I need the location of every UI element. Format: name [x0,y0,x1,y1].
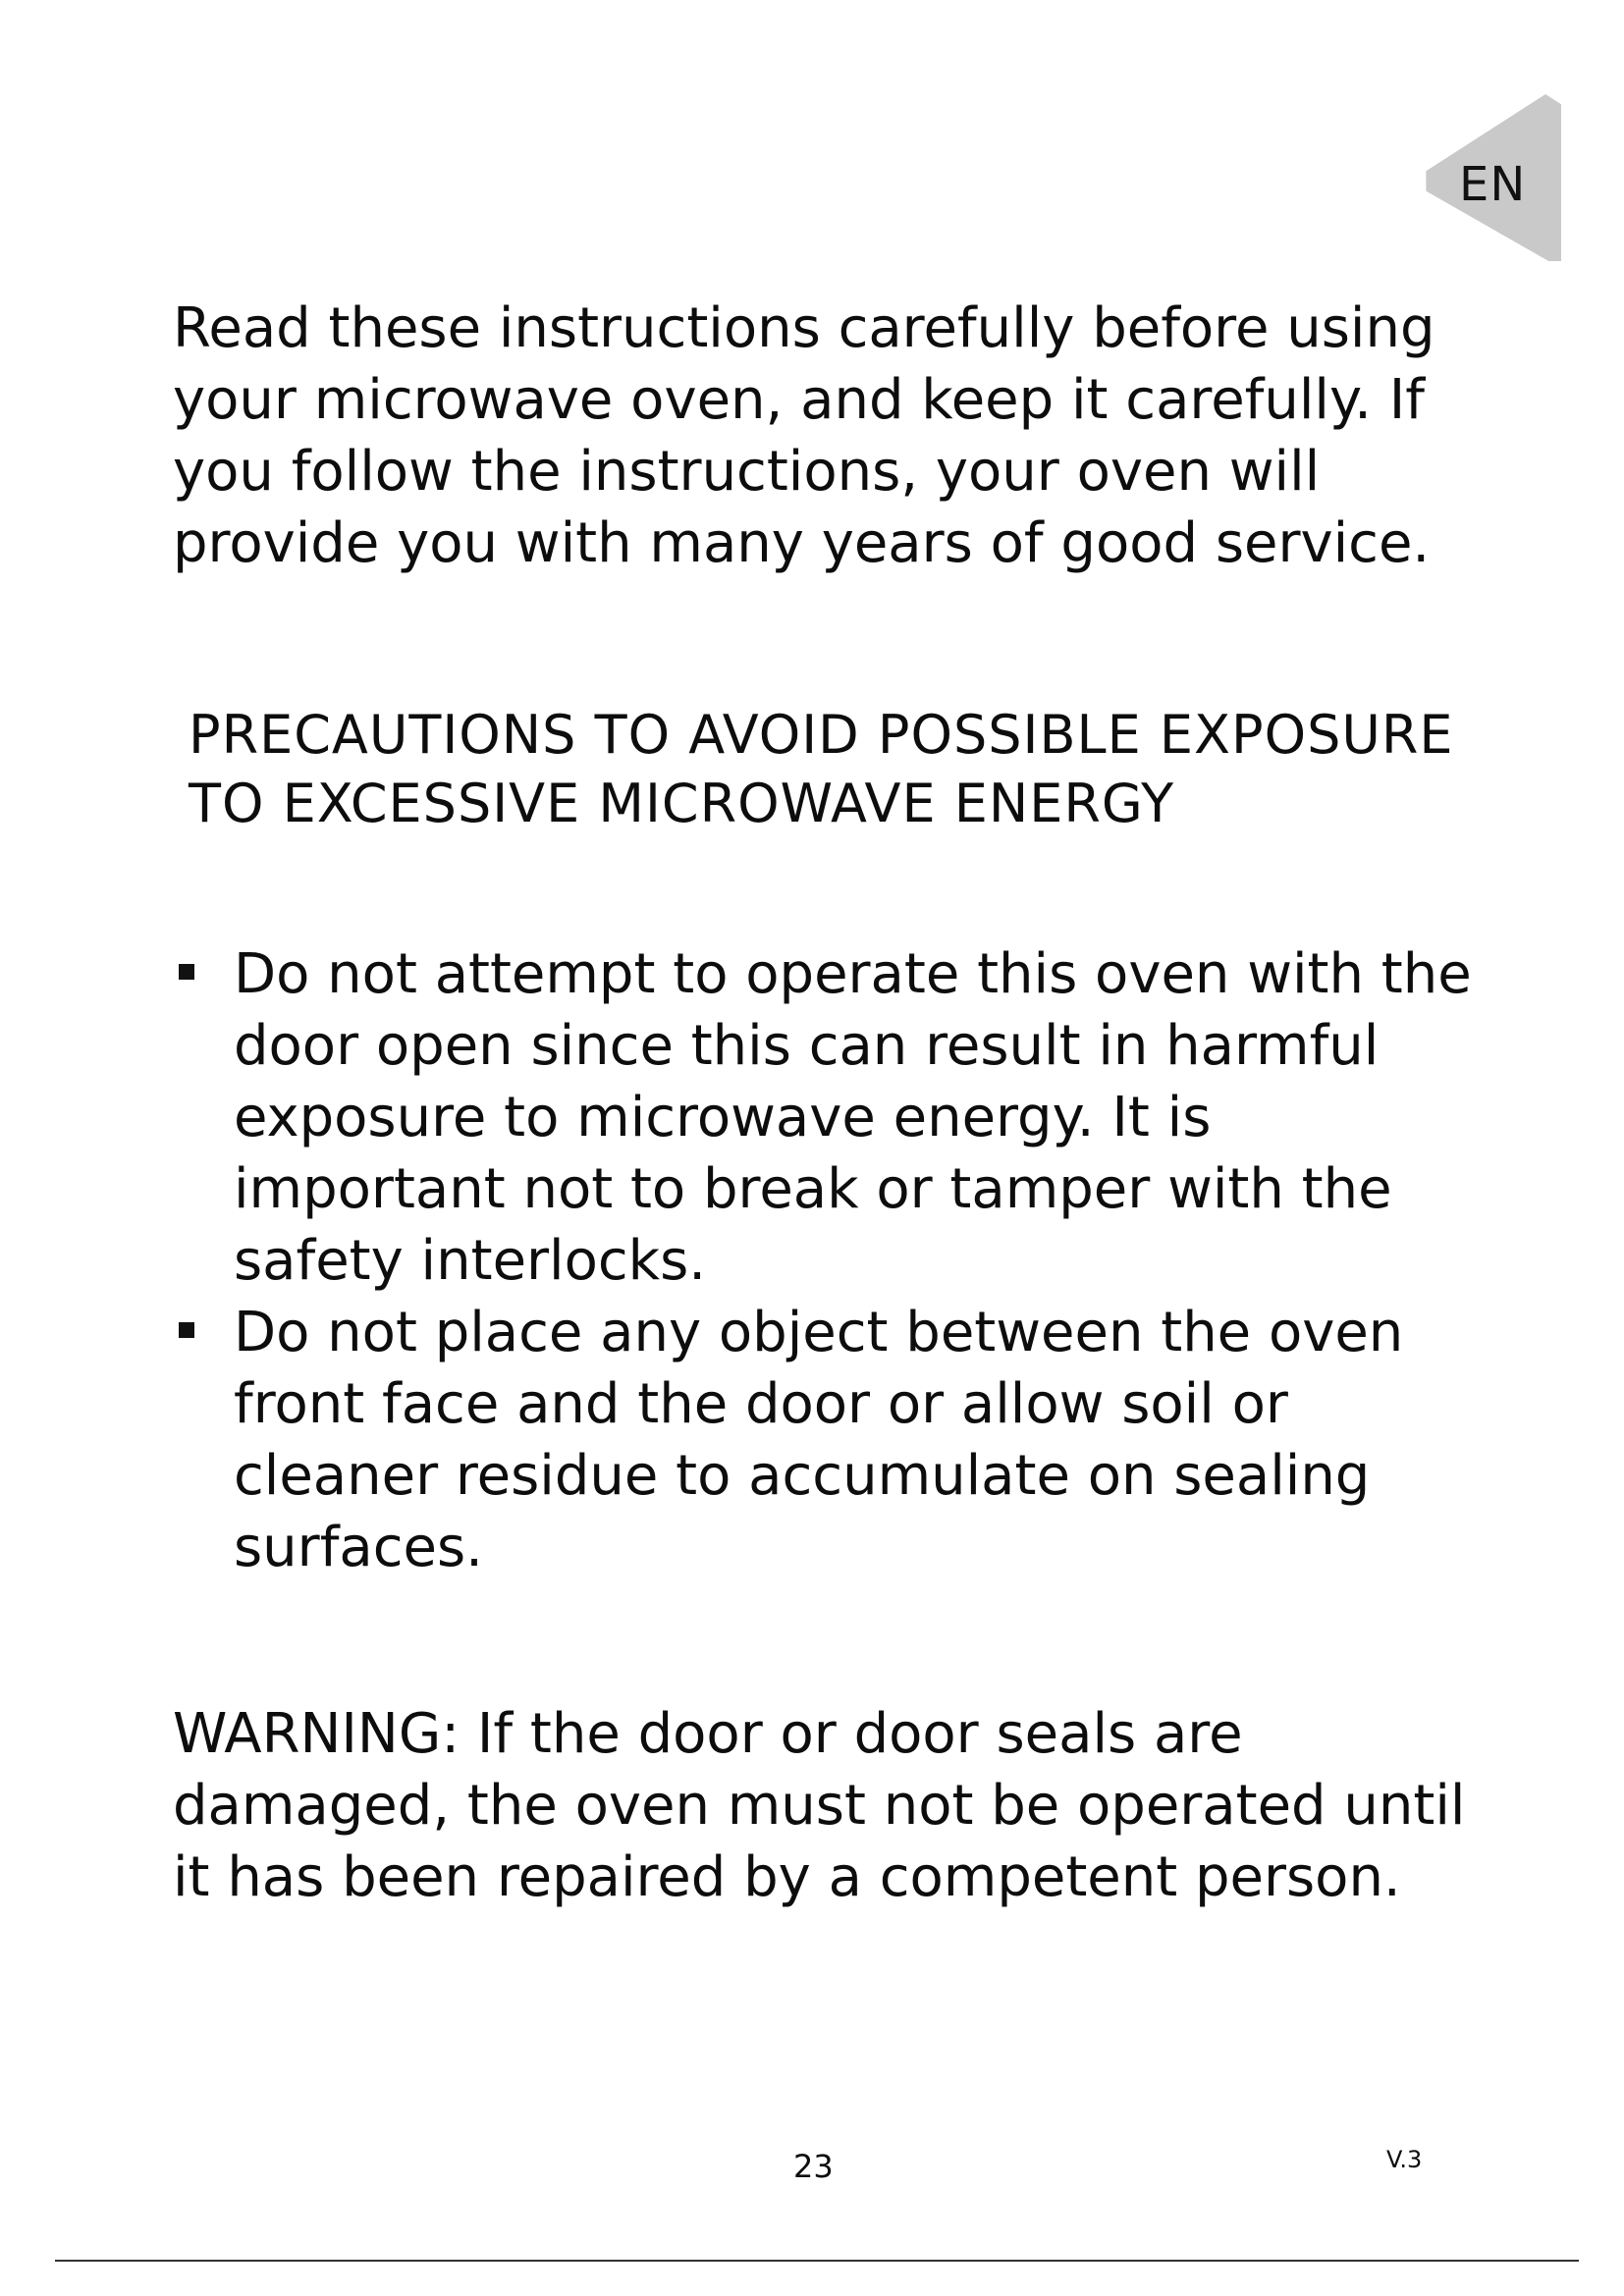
square-bullet-icon [179,1322,194,1338]
footer-divider [55,2260,1579,2262]
intro-paragraph: Read these instructions carefully before using your microwave oven, and keep it carefully. If you follow the instructions, your oven will provide you with many years of good service. [173,296,1435,575]
version-label: V.3 [1386,2146,1423,2173]
warning-paragraph: WARNING: If the door or door seals are damaged, the oven must not be operated until it has been repaired by a competent person. [173,1702,1466,1909]
section-heading: PRECAUTIONS TO AVOID POSSIBLE EXPOSURE TO EXCESSIVE MICROWAVE ENERGY [189,704,1454,834]
list-item [173,1297,1489,1583]
list-item-text: Do not attempt to operate this oven with the door open since this can result in harmful exposure to microwave energy. It is important not to break or tamper with the safety interlocks. [234,942,1472,1293]
square-bullet-icon [179,964,194,980]
precautions-list [173,938,1489,1583]
language-tab-label: EN [1459,157,1527,212]
list-item-text: Do not place any object between the oven front face and the door or allow soil or cleaner residue to accumulate on sealing surfaces. [234,1301,1404,1579]
page-number: 23 [793,2148,834,2185]
list-item [173,938,1489,1297]
